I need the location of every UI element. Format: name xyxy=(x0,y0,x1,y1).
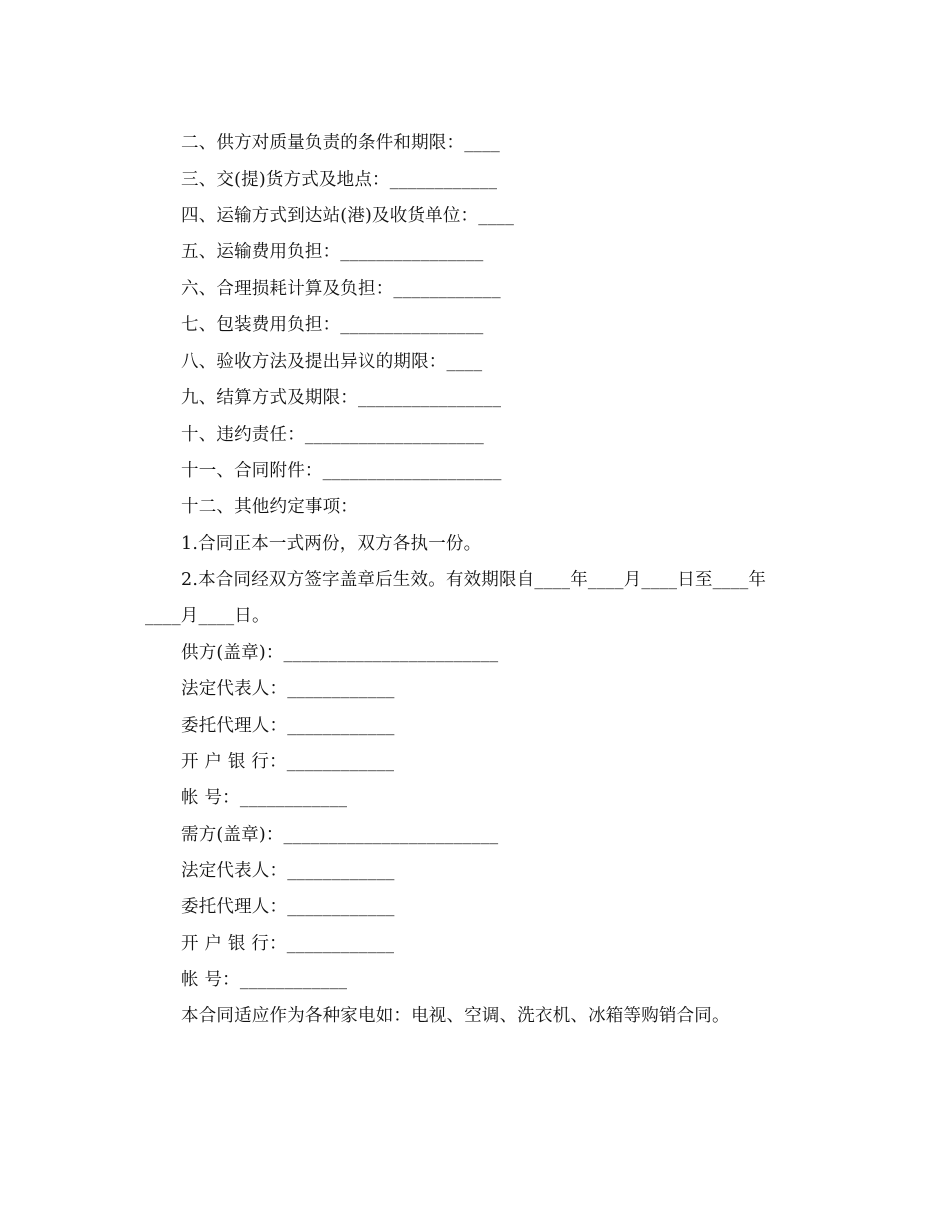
supplier-authorized-agent: 委托代理人：____________ xyxy=(181,716,395,736)
buyer-legal-representative: 法定代表人：____________ xyxy=(181,861,395,881)
applicability-note: 本合同适应作为各种家电如：电视、空调、洗衣机、冰箱等购销合同。 xyxy=(181,1006,730,1026)
clause-12-other-matters: 十二、其他约定事项： xyxy=(181,497,358,517)
clause-11-attachments: 十一、合同附件：____________________ xyxy=(181,461,502,481)
clause-5-transport-cost: 五、运输费用负担：________________ xyxy=(181,242,484,262)
supplier-seal: 供方(盖章)：________________________ xyxy=(181,643,499,663)
clause-8-inspection-method: 八、验收方法及提出异议的期限：____ xyxy=(181,352,483,372)
buyer-bank: 开 户 银 行：____________ xyxy=(181,934,395,954)
buyer-account: 帐 号：____________ xyxy=(181,970,348,990)
clause-2-quality-liability: 二、供方对质量负责的条件和期限：____ xyxy=(181,133,500,153)
buyer-authorized-agent: 委托代理人：____________ xyxy=(181,897,395,917)
clause-3-delivery-method: 三、交(提)货方式及地点：____________ xyxy=(181,170,498,190)
clause-6-loss-calculation: 六、合理损耗计算及负担：____________ xyxy=(181,279,501,299)
supplier-bank: 开 户 银 行：____________ xyxy=(181,752,395,772)
supplier-account: 帐 号：____________ xyxy=(181,788,348,808)
supplier-legal-representative: 法定代表人：____________ xyxy=(181,679,395,699)
clause-10-breach-liability: 十、违约责任：____________________ xyxy=(181,425,484,445)
buyer-seal: 需方(盖章)：________________________ xyxy=(181,825,499,845)
clause-7-packaging-cost: 七、包装费用负担：________________ xyxy=(181,315,484,335)
other-matter-1: 1.合同正本一式两份，双方各执一份。 xyxy=(181,534,482,554)
other-matter-2-continued: ____月____日。 xyxy=(145,606,270,626)
clause-4-transport-destination: 四、运输方式到达站(港)及收货单位：____ xyxy=(181,206,515,226)
other-matter-2: 2.本合同经双方签字盖章后生效。有效期限自____年____月____日至____年 xyxy=(181,570,767,590)
clause-9-settlement-method: 九、结算方式及期限：________________ xyxy=(181,388,502,408)
